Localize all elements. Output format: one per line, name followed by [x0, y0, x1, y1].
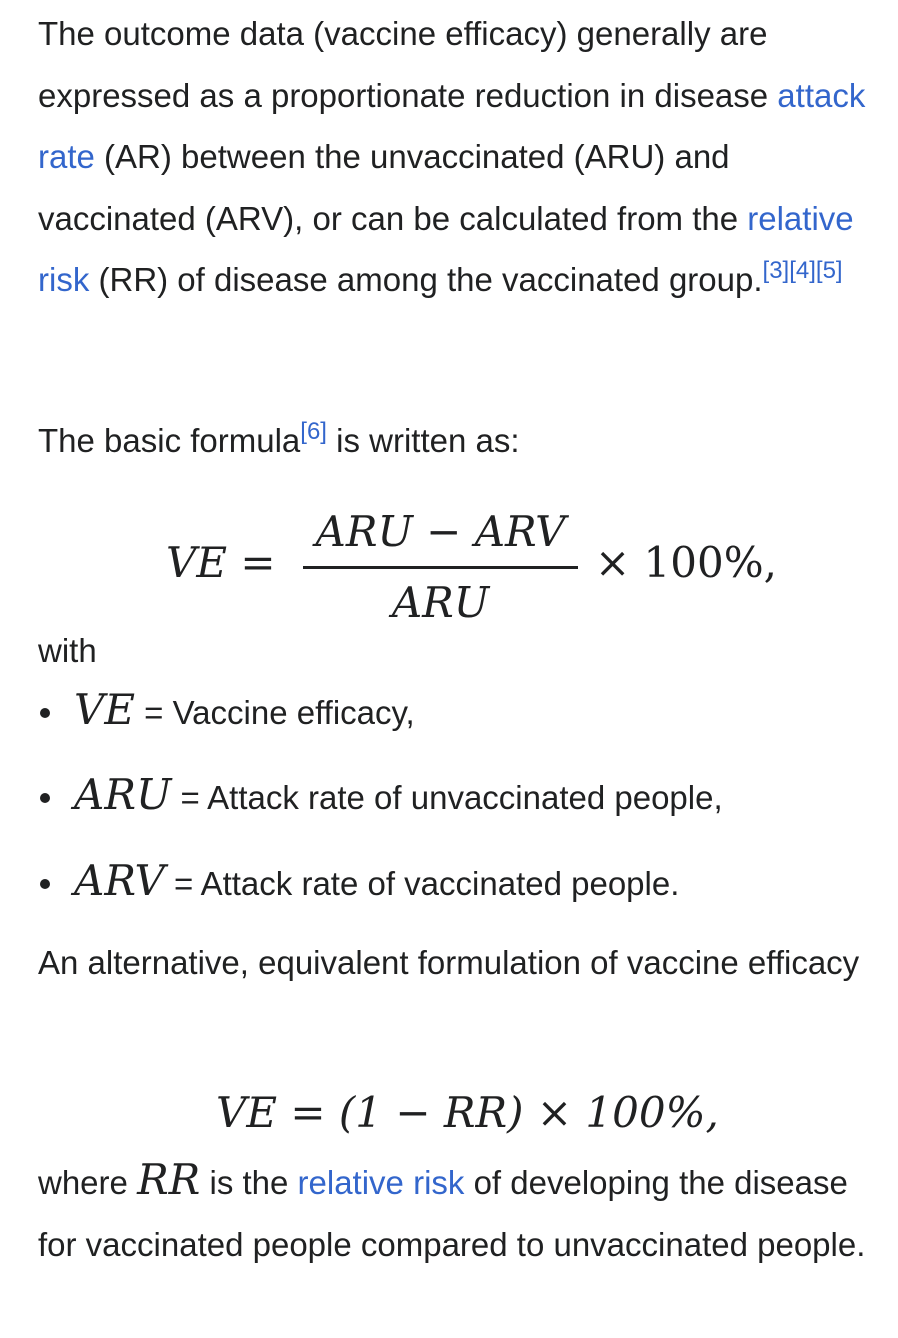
definition-text: = Vaccine efficacy,	[135, 694, 415, 731]
link-attack-rate[interactable]: attack rate	[38, 76, 866, 175]
bullet-dot	[40, 708, 50, 718]
paragraph-text: is written as:	[326, 422, 520, 459]
paragraph-basic-formula	[38, 410, 884, 472]
paragraph-outcome-data	[38, 3, 884, 311]
paragraph-text: (RR) of disease among the vaccinated group.	[89, 261, 763, 298]
bullet-dot	[40, 793, 50, 803]
list-item-arv	[40, 851, 679, 914]
link-relative-risk[interactable]: relative risk	[38, 199, 854, 298]
formula-vaccine-efficacy	[0, 500, 898, 630]
formula-relative-risk: VE = (1 − RR) × 100%,	[216, 1088, 719, 1137]
formula-fraction	[303, 504, 578, 631]
citation-refs-3-4-5[interactable]: [3][4][5]	[762, 256, 843, 284]
symbol-rr: RR	[137, 1155, 201, 1204]
with-label: with	[38, 632, 97, 669]
paragraph-text: (AR) between the unvaccinated (ARU) and vaccinated (ARV), or can be calculated from the	[38, 138, 748, 237]
link-relative-risk-2[interactable]: relative risk	[297, 1164, 465, 1201]
paragraph-text: where	[38, 1164, 138, 1201]
formula-lhs: VE =	[166, 538, 276, 587]
symbol-ve: VE	[74, 685, 135, 734]
citation-ref-6[interactable]: [6]	[300, 417, 327, 445]
paragraph-text: of developing the disease for vaccinated people compared to unvaccinated people.	[38, 1164, 866, 1263]
definition-text: = Attack rate of vaccinated people.	[164, 865, 680, 902]
symbol-arv: ARV	[74, 856, 165, 905]
definition-text: = Attack rate of unvaccinated people,	[171, 779, 723, 816]
paragraph-text: The outcome data (vaccine efficacy) generally are expressed as a proportionate reduction in disease	[38, 15, 778, 114]
paragraph-text: is the	[200, 1164, 298, 1201]
symbol-aru: ARU	[74, 770, 172, 819]
paragraph-where-rr	[38, 1149, 884, 1275]
formula-rhs: × 100%,	[595, 538, 777, 587]
formula-numerator: ARU − ARV	[315, 507, 566, 556]
bullet-dot	[40, 879, 50, 889]
list-item-aru	[40, 765, 723, 828]
list-item-ve	[40, 680, 415, 743]
formula-denominator: ARU	[391, 578, 490, 627]
paragraph-text: The basic formula	[38, 422, 301, 459]
fraction-bar	[303, 566, 578, 569]
paragraph-alternative-formulation: An alternative, equivalent formulation of vaccine efficacy	[38, 944, 860, 981]
